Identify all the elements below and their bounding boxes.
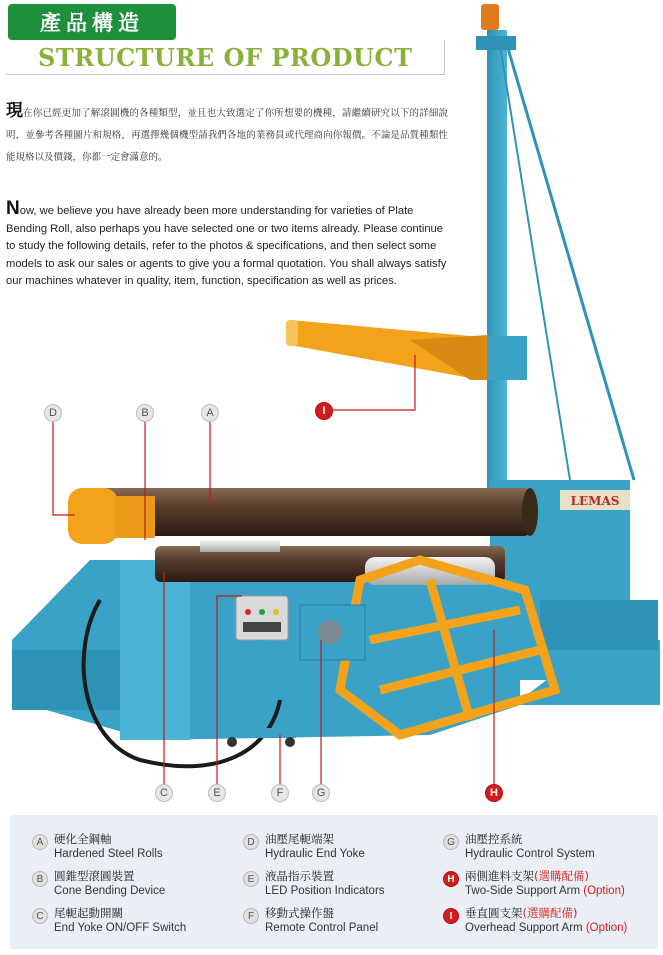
brand-plate: LEMAS [570, 494, 620, 508]
legend-panel [10, 815, 658, 949]
legend-en-i: Overhead Support Arm [465, 922, 583, 934]
end-yoke [68, 488, 155, 544]
marker-e: E [208, 784, 226, 802]
top-roll [100, 488, 538, 536]
legend-en-b: Cone Bending Device [54, 885, 166, 897]
legend-item-b [32, 869, 165, 899]
legend-zh-i-option: (選購配備) [522, 906, 578, 920]
legend-zh-i: 垂直圓支架 [465, 906, 523, 920]
legend-en-i-option: (Option) [585, 922, 628, 934]
legend-item-e [243, 869, 385, 899]
legend-zh-c: 尾軛起動開關 [54, 906, 123, 920]
legend-en-c: End Yoke ON/OFF Switch [54, 922, 187, 934]
legend-item-d [243, 832, 365, 862]
hydraulic-unit [300, 605, 365, 660]
marker-b: B [136, 404, 154, 422]
legend-item-a [32, 832, 163, 862]
legend-zh-a: 硬化全鋼軸 [54, 832, 112, 846]
page-title: STRUCTURE OF PRODUCT [38, 43, 413, 72]
legend-badge-i: I [443, 908, 459, 924]
legend-zh-d: 油壓尾軛端架 [265, 832, 334, 846]
legend-en-d: Hydraulic End Yoke [265, 848, 365, 860]
legend-badge-g: G [443, 834, 459, 850]
intro-en-text: ow, we believe you have already been more understanding for varieties of Plate Bending Roll, also perhaps you have selected one or two items already. Please continue to study the following details, refer to the photos & specifications, and then select some models to ask our sales or agents to give you a formal quotation. You shall always satisfy our machines whatever in quality, item, function, specification as well as prices. [6, 205, 447, 288]
marker-d: D [44, 404, 62, 422]
legend-zh-h-option: (選購配備) [534, 869, 589, 883]
legend-en-g: Hydraulic Control System [465, 848, 595, 860]
legend-item-i [443, 906, 627, 936]
intro-zh-text: 在你已經更加了解滾圓機的各種類型，並且也大致選定了你所想要的機種，請繼續研究以下的詳細說明，並參考各種圖片和規格，再選擇幾個機型請我們各地的業務員或代理商向你報價。不論是品質種類性能規格以及價錢，你都一定會滿意的。 [6, 108, 448, 163]
bottom-rolls [155, 540, 505, 585]
legend-item-f [243, 906, 378, 936]
marker-h: H [485, 784, 503, 802]
legend-en-f: Remote Control Panel [265, 922, 379, 934]
marker-a: A [201, 404, 219, 422]
legend-zh-g: 油壓控系統 [465, 832, 523, 846]
intro-en-dropcap: N [6, 198, 20, 219]
header-badge: 產品構造 [8, 4, 176, 40]
marker-f: F [271, 784, 289, 802]
marker-g: G [312, 784, 330, 802]
legend-zh-h: 兩側進料支架 [465, 869, 534, 883]
legend-badge-d: D [243, 834, 259, 850]
marker-i: I [315, 402, 333, 420]
legend-badge-a: A [32, 834, 48, 850]
legend-en-h-option: (Option) [583, 885, 625, 897]
legend-badge-c: C [32, 908, 48, 924]
legend-item-g [443, 832, 595, 862]
legend-en-e: LED Position Indicators [265, 885, 385, 897]
legend-badge-h: H [443, 871, 459, 887]
legend-badge-f: F [243, 908, 259, 924]
legend-item-h [443, 869, 625, 899]
legend-zh-f: 移動式操作盤 [265, 906, 334, 920]
legend-item-c [32, 906, 186, 936]
marker-c: C [155, 784, 173, 802]
overhead-column [476, 4, 634, 500]
legend-badge-b: B [32, 871, 48, 887]
intro-zh-dropcap: 現 [6, 101, 24, 121]
legend-badge-e: E [243, 871, 259, 887]
legend-en-a: Hardened Steel Rolls [54, 848, 163, 860]
legend-zh-e: 液晶指示裝置 [265, 869, 334, 883]
legend-zh-b: 圓錐型滾圓裝置 [54, 869, 135, 883]
legend-en-h: Two-Side Support Arm [465, 885, 581, 897]
